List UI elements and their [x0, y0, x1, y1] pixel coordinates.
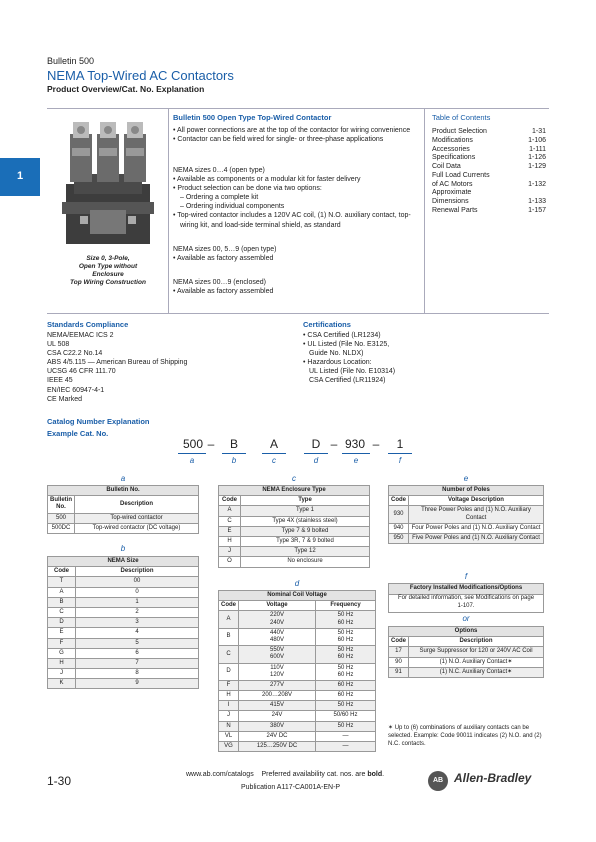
table-options	[388, 626, 544, 678]
sub-item: – Ordering individual components	[180, 203, 285, 211]
column-header: Code	[219, 496, 241, 506]
table-cell: —	[316, 742, 376, 752]
table-cell: 50 Hz	[316, 701, 376, 711]
table-cell: C	[219, 646, 239, 663]
catalog-title: Catalog Number Explanation	[47, 417, 150, 426]
table-row	[48, 587, 199, 597]
standard-item: CSA C22.2 No.14	[47, 350, 103, 358]
table-cell: 550V 600V	[239, 646, 316, 663]
table-cell: D	[48, 618, 76, 628]
standard-item: IEEE 45	[47, 377, 73, 385]
table-body	[48, 577, 199, 689]
table-cell: J	[48, 669, 76, 679]
catnum-part: 930	[344, 437, 366, 451]
table-cell: Surge Suppressor for 120 or 240V AC Coil	[409, 647, 544, 657]
table-row	[48, 658, 199, 668]
table-body	[219, 506, 370, 567]
table-cell: 9	[76, 679, 199, 689]
table-cell: 50/60 Hz	[316, 711, 376, 721]
table-cell: Type 4X (stainless steel)	[241, 516, 370, 526]
table-row	[48, 648, 199, 658]
catnum-part: 1	[396, 437, 404, 451]
column-header: Description	[409, 637, 544, 647]
catnum-letter: d	[313, 456, 319, 465]
table-cell: Top-wired contactor	[75, 513, 199, 523]
column-header: Type	[241, 496, 370, 506]
table-cell: N	[219, 721, 239, 731]
toc-label: Full Load Currents	[432, 171, 490, 179]
bullet-item: • Available as factory assembled	[173, 255, 274, 263]
table-cell: 24V DC	[239, 731, 316, 741]
table-cell: Type 12	[241, 547, 370, 557]
table-cell: D	[219, 663, 239, 680]
table-row	[219, 701, 376, 711]
catnum-dash: –	[330, 437, 338, 451]
table-cell: 24V	[239, 711, 316, 721]
table-cell: Four Power Poles and (1) N.O. Auxiliary Contact	[409, 523, 544, 533]
table-cell: Type 3R, 7 & 9 bolted	[241, 536, 370, 546]
catnum-letter: e	[353, 456, 359, 465]
table-row	[389, 667, 544, 677]
sub-item: – Ordering a complete kit	[180, 194, 259, 202]
table-row	[48, 628, 199, 638]
table-cell: H	[48, 658, 76, 668]
table-cell: 0	[76, 587, 199, 597]
toc-label: Coil Data	[432, 163, 461, 170]
toc-item[interactable]	[432, 207, 546, 216]
table-cell: 440V 480V	[239, 628, 316, 645]
cert-item: CSA Certified (LR11924)	[309, 377, 386, 385]
table-cell: 50 Hz 60 Hz	[316, 628, 376, 645]
column-header: Code	[389, 496, 409, 506]
table-row	[389, 506, 544, 523]
table-cell: 8	[76, 669, 199, 679]
standard-item: NEMA/EEMAC ICS 2	[47, 332, 114, 339]
table-row	[48, 597, 199, 607]
table-enclosure	[218, 485, 370, 568]
table-cell: VG	[219, 742, 239, 752]
toc-item[interactable]	[432, 198, 546, 207]
bullet-item: • Top-wired contactor includes a 120V AC coil, (1) N.O. auxiliary contact, top-wiring kit, and load-side terminal shield, as standard	[173, 212, 411, 229]
table-cell: 220V 240V	[239, 611, 316, 628]
table-cell: 277V	[239, 680, 316, 690]
column-header: Voltage	[239, 601, 316, 611]
cert-item: UL Listed (File No. E10314)	[309, 368, 396, 376]
toc-label: of AC Motors	[432, 180, 473, 188]
toc-page: 1-133	[528, 198, 546, 205]
table-cell: 4	[76, 628, 199, 638]
toc-page: 1-129	[528, 163, 546, 170]
caption-line: Open Type without	[78, 263, 138, 271]
column-header: Code	[219, 601, 239, 611]
standard-item: CE Marked	[47, 395, 83, 403]
table-title: Nominal Coil Voltage	[219, 591, 376, 601]
toc-page: 1-132	[528, 180, 546, 188]
standard-item: ABS 4/5.115 — American Bureau of Shipping	[47, 359, 188, 367]
toc-item[interactable]	[432, 146, 546, 155]
table-cell: (1) N.C. Auxiliary Contact✶	[409, 667, 544, 677]
toc-page: 1-157	[528, 206, 546, 214]
catnum-part: 500	[182, 437, 204, 451]
toc-item[interactable]	[432, 163, 546, 172]
catnum-underline	[222, 453, 246, 454]
toc-item[interactable]	[432, 128, 546, 137]
table-cell: E	[48, 628, 76, 638]
table-cell: 415V	[239, 701, 316, 711]
description-group1	[173, 126, 421, 144]
table-title: NEMA Enclosure Type	[219, 486, 370, 496]
table-cell: H	[219, 691, 239, 701]
table-e-label: e	[463, 474, 469, 483]
column-header: Bulletin No.	[48, 496, 75, 513]
catnum-dash: –	[372, 437, 380, 451]
table-cell: 940	[389, 523, 409, 533]
catnum-letter: b	[231, 456, 237, 465]
table-cell: A	[48, 587, 76, 597]
table-row	[219, 547, 370, 557]
column-header: Description	[75, 496, 199, 513]
table-cell: 7	[76, 658, 199, 668]
toc-label: Approximate	[432, 189, 472, 197]
table-cell: B	[219, 628, 239, 645]
table-row	[48, 607, 199, 617]
bullet-item: • All power connections are at the top of the contactor for wiring convenience	[173, 127, 411, 134]
table-cell: (1) N.O. Auxiliary Contact✶	[409, 657, 544, 667]
modifications-note: For detailed information, see Modifications on page 1-107.	[388, 593, 544, 613]
table-cell: 50 Hz	[316, 721, 376, 731]
contactor-image	[60, 114, 156, 246]
table-cell: 50 Hz 60 Hz	[316, 663, 376, 680]
bullet-item: • Available as components or a modular kit for faster delivery	[173, 176, 361, 184]
catnum-underline	[304, 453, 328, 454]
table-row	[48, 679, 199, 689]
table-row	[219, 516, 370, 526]
table-cell: 5	[76, 638, 199, 648]
table-cell: B	[48, 597, 76, 607]
toc-label: Product Selection	[432, 128, 487, 135]
standard-item: EN/IEC 60947-4-1	[47, 386, 105, 394]
page-subtitle: Product Overview/Cat. No. Explanation	[47, 84, 205, 94]
table-title: NEMA Size	[48, 557, 199, 567]
description-group3	[173, 245, 421, 263]
table-cell: 200…208V	[239, 691, 316, 701]
catnum-part: D	[311, 437, 321, 451]
table-row	[48, 669, 199, 679]
toc-label: Modifications	[432, 136, 473, 144]
toc-list	[432, 128, 546, 216]
table-a-label: a	[120, 474, 126, 483]
table-title: Options	[389, 627, 544, 637]
table-cell: 1	[76, 597, 199, 607]
catnum-underline	[342, 453, 370, 454]
standards-list	[47, 331, 187, 404]
table-row	[219, 506, 370, 516]
description-heading: Bulletin 500 Open Type Top-Wired Contactor	[173, 113, 332, 122]
table-body	[389, 506, 544, 544]
table-cell: G	[48, 648, 76, 658]
toc-label: Specifications	[432, 154, 476, 162]
table-cell: E	[219, 526, 241, 536]
table-row	[219, 742, 376, 752]
group-title: NEMA sizes 0…4 (open type)	[173, 167, 265, 174]
catnum-underline	[178, 453, 206, 454]
table-row	[219, 526, 370, 536]
table-row	[219, 536, 370, 546]
table-cell: F	[48, 638, 76, 648]
table-cell: Top-wired contactor (DC voltage)	[75, 523, 199, 533]
toc-title: Table of Contents	[432, 113, 491, 122]
table-cell: K	[48, 679, 76, 689]
table-row	[389, 533, 544, 543]
preferred-bold: bold	[367, 771, 383, 778]
page-number: 1-30	[47, 774, 72, 788]
catnum-part: B	[229, 437, 238, 451]
certifications-list	[303, 331, 503, 386]
table-cell: Five Power Poles and (1) N.O. Auxiliary Contact	[409, 533, 544, 543]
table-cell: VL	[219, 731, 239, 741]
table-cell: 110V 120V	[239, 663, 316, 680]
photo-caption	[52, 255, 164, 288]
bullet-item: • Available as factory assembled	[173, 288, 274, 296]
table-cell: —	[316, 731, 376, 741]
group-title: NEMA sizes 00, 5…9 (open type)	[173, 246, 277, 253]
table-row	[48, 577, 199, 587]
table-cell: 60 Hz	[316, 680, 376, 690]
toc-label: Dimensions	[432, 198, 469, 205]
bulletin-label: Bulletin 500	[47, 56, 95, 66]
table-cell: T	[48, 577, 76, 587]
section-tab: 1	[0, 158, 40, 196]
table-cell: 500	[48, 513, 75, 523]
table-cell: 950	[389, 533, 409, 543]
footer-line	[186, 771, 384, 779]
table-row	[219, 611, 376, 628]
toc-page: 1-111	[529, 145, 546, 153]
table-d-label: d	[294, 579, 300, 588]
table-f-label: f	[464, 572, 468, 581]
table-cell: 50 Hz 60 Hz	[316, 646, 376, 663]
catalog-link[interactable]: www.ab.com/catalogs	[186, 771, 254, 778]
table-cell: 2	[76, 607, 199, 617]
catnum-letter: a	[189, 456, 195, 465]
table-cell: 125…250V DC	[239, 742, 316, 752]
table-cell: F	[219, 680, 239, 690]
catnum-letter: f	[398, 456, 402, 465]
table-c-label: c	[292, 474, 296, 483]
table-cell: 00	[76, 577, 199, 587]
table-cell: 91	[389, 667, 409, 677]
table-row	[219, 680, 376, 690]
table-cell: J	[219, 547, 241, 557]
cert-item: • UL Listed (File No. E3125,	[303, 341, 390, 349]
table-cell: Three Power Poles and (1) N.O. Auxiliary Contact	[409, 506, 544, 523]
table-row	[48, 638, 199, 648]
table-title: Bulletin No.	[48, 486, 199, 496]
catnum-underline	[388, 453, 412, 454]
allen-bradley-logo: AB	[428, 771, 448, 791]
table-cell: 6	[76, 648, 199, 658]
table-cell: C	[219, 516, 241, 526]
table-row	[48, 523, 199, 533]
table-row	[219, 557, 370, 567]
table-cell: 50 Hz 60 Hz	[316, 611, 376, 628]
table-row	[219, 691, 376, 701]
caption-line: Enclosure	[92, 271, 124, 279]
caption-line: Top Wiring Construction	[70, 279, 146, 287]
table-b-label: b	[120, 544, 126, 553]
caption-line: Size 0, 3-Pole,	[86, 255, 130, 262]
table-cell: I	[219, 701, 239, 711]
description-group4	[173, 278, 421, 296]
toc-item[interactable]	[432, 181, 546, 190]
cert-item: • Hazardous Location:	[303, 359, 372, 367]
table-poles	[388, 485, 544, 544]
table-cell: 60 Hz	[316, 691, 376, 701]
table-row	[48, 513, 199, 523]
table-body	[48, 513, 199, 533]
catnum-letter: c	[272, 456, 276, 465]
table-cell: 3	[76, 618, 199, 628]
table-row	[389, 647, 544, 657]
table-cell: 17	[389, 647, 409, 657]
table-row	[219, 646, 376, 663]
table-cell: J	[219, 711, 239, 721]
bullet-item: • Product selection can be done via two options:	[173, 185, 322, 193]
toc-page: 1-31	[531, 128, 546, 135]
catnum-underline	[262, 453, 286, 454]
table-cell: 500DC	[48, 523, 75, 533]
toc-page: 1-106	[528, 136, 546, 144]
table-cell: O	[219, 557, 241, 567]
publication-number: Publication A117-CA001A-EN-P	[241, 784, 341, 791]
table-cell: Type 7 & 9 bolted	[241, 526, 370, 536]
column-header: Voltage Description	[409, 496, 544, 506]
standard-item: UCSG 46 CFR 111.70	[47, 368, 116, 376]
table-coil-voltage	[218, 590, 376, 752]
column-header: Description	[76, 567, 199, 577]
table-row	[219, 711, 376, 721]
table-row	[219, 721, 376, 731]
standard-item: UL 508	[47, 341, 70, 349]
table-row	[219, 628, 376, 645]
table-nema-size	[47, 556, 199, 689]
toc-page: 1-126	[528, 154, 546, 162]
modifications-title: Factory Installed Modifications/Options	[388, 583, 544, 595]
toc-item[interactable]	[432, 137, 546, 146]
table-body	[389, 647, 544, 678]
table-cell: A	[219, 506, 241, 516]
toc-label: Renewal Parts	[432, 206, 478, 214]
table-or-label: or	[462, 614, 470, 623]
preferred-end: .	[382, 771, 385, 778]
table-cell: H	[219, 536, 241, 546]
table-body	[219, 611, 376, 752]
group-title: NEMA sizes 00…9 (enclosed)	[173, 279, 266, 286]
standards-title: Standards Compliance	[47, 320, 129, 329]
column-header: Frequency	[316, 601, 376, 611]
cert-item: • CSA Certified (LR1234)	[303, 332, 381, 339]
footnote: ✶ Up to (6) combinations of auxiliary contacts can be selected. Example: Code 90011 indicates (2) N.O. and (2) N.C. contacts.	[388, 725, 542, 747]
table-cell: Type 1	[241, 506, 370, 516]
cert-item: Guide No. NLDX)	[309, 350, 364, 358]
certifications-title: Certifications	[303, 320, 351, 329]
toc-item[interactable]	[432, 154, 546, 163]
table-cell: A	[219, 611, 239, 628]
table-cell: 90	[389, 657, 409, 667]
table-row	[219, 663, 376, 680]
catalog-example: Example Cat. No.	[47, 429, 109, 438]
description-group2	[173, 166, 421, 230]
catnum-dash: –	[207, 437, 215, 451]
table-cell: 380V	[239, 721, 316, 731]
table-row	[389, 657, 544, 667]
table-cell: No enclosure	[241, 557, 370, 567]
column-header: Code	[389, 637, 409, 647]
toc-label: Accessories	[432, 145, 470, 153]
preferred-note: Preferred availability cat. nos. are	[261, 771, 366, 778]
column-header: Code	[48, 567, 76, 577]
table-row	[219, 731, 376, 741]
table-title: Number of Poles	[389, 486, 544, 496]
page-title: NEMA Top-Wired AC Contactors	[47, 68, 234, 83]
table-bulletin	[47, 485, 199, 534]
brand-name: Allen-Bradley	[454, 771, 532, 785]
catnum-part: A	[269, 437, 278, 451]
table-cell: C	[48, 607, 76, 617]
bullet-item: • Contactor can be field wired for single- or three-phase applications	[173, 136, 384, 144]
table-cell: 930	[389, 506, 409, 523]
table-row	[389, 523, 544, 533]
table-row	[48, 618, 199, 628]
